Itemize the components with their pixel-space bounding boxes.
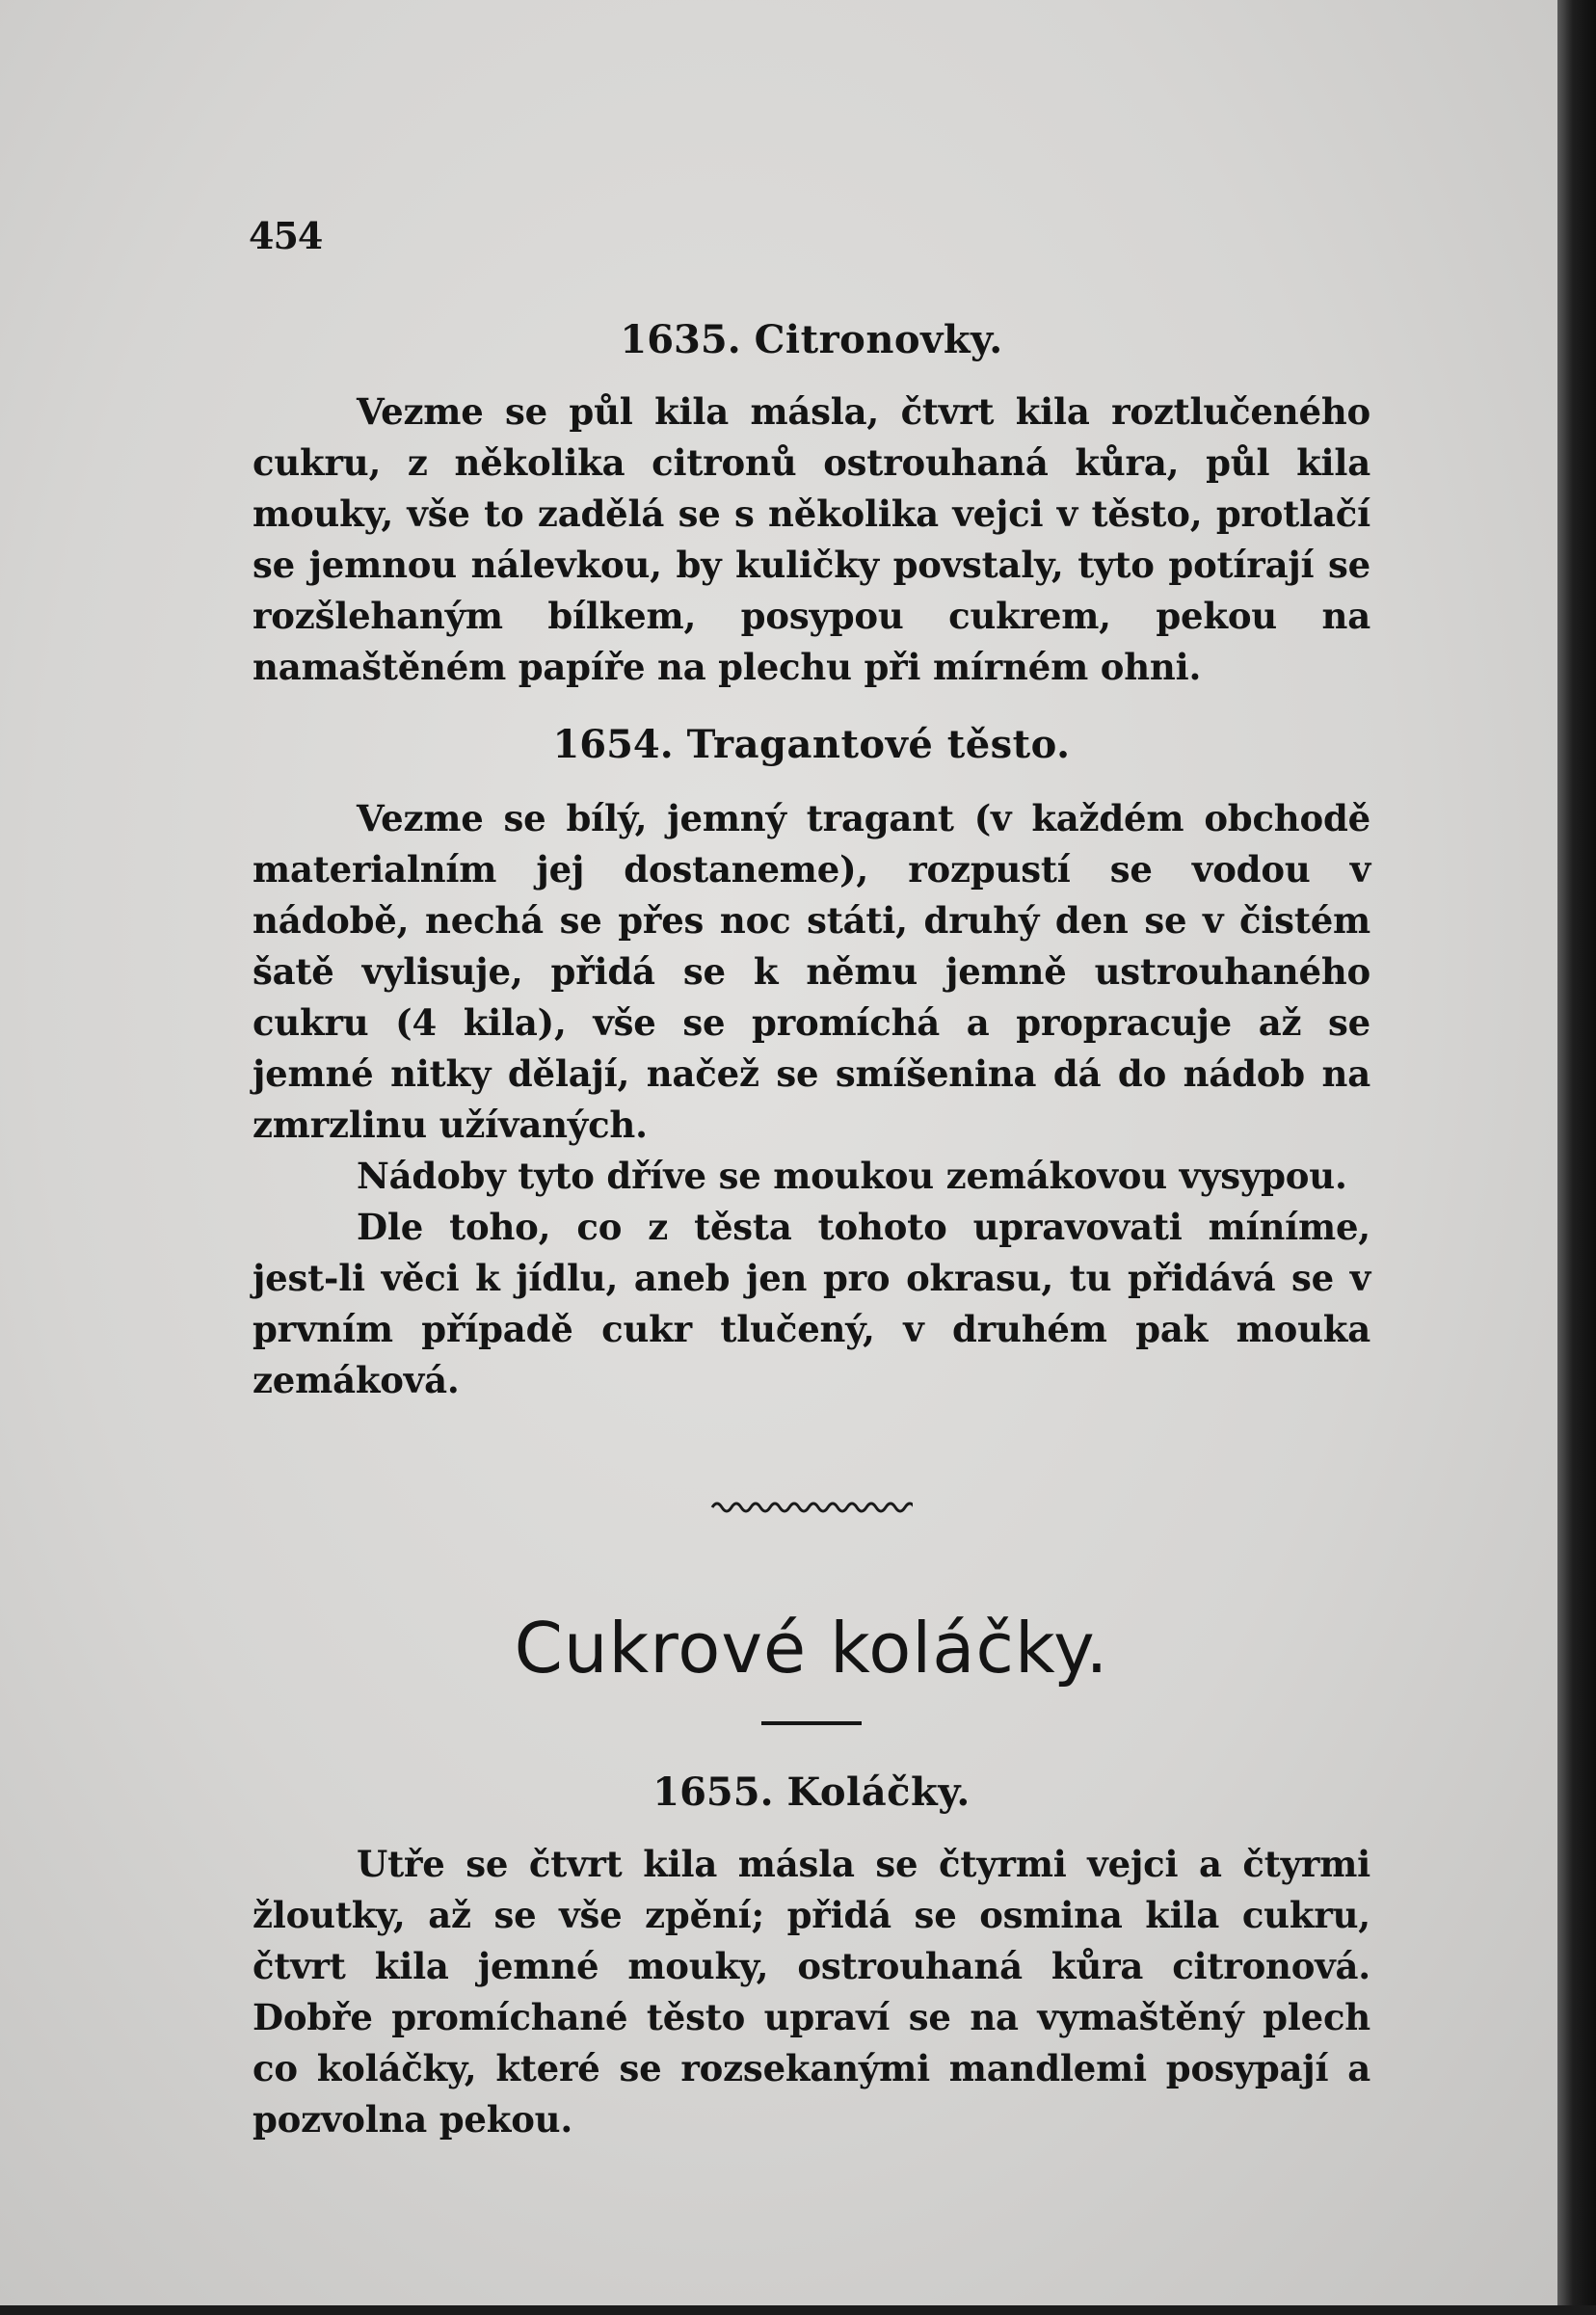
recipe-paragraph: Nádoby tyto dříve se moukou zemákovou vysypou.	[357, 1155, 1347, 1197]
recipe-paragraph: Utře se čtvrt kila másla se čtyrmi vejci a čtyrmi žloutky, až se vše zpění; přidá se osmina kila cukru, čtvrt kila jemné mouky, ostrouhaná kůra citronová. Dobře promíchané těsto upraví se na vymaštěný plech co koláčky, které se rozsekanými mandlemi posypají a pozvolna pekou.	[253, 1843, 1370, 2141]
scan-edge-right	[1557, 0, 1596, 2315]
recipe-heading-1654	[253, 718, 1370, 772]
scan-edge-bottom	[0, 2305, 1596, 2315]
recipe-title: Tragantové těsto.	[686, 722, 1071, 767]
recipe-heading-1635	[253, 313, 1370, 367]
recipe-title: Citronovky.	[754, 317, 1003, 362]
recipe-paragraph: Vezme se bílý, jemný tragant (v každém obchodě materialním jej dostaneme), rozpustí se vodou v nádobě, nechá se přes noc státi, druhý den se v čistém šatě vylisuje, přidá se k němu jemně ustrouhaného cukru (4 kila), vše se promíchá a propracuje až se jemné nitky dělají, načež se smíšenina dá do nádob na zmrzlinu užívaných.	[253, 797, 1370, 1146]
recipe-title: Koláčky.	[786, 1770, 971, 1815]
page-number: 454	[249, 214, 323, 257]
recipe-heading-1655	[253, 1766, 1370, 1820]
wavy-divider-ornament	[710, 1498, 913, 1517]
section-title: Cukrové koláčky.	[514, 1608, 1109, 1689]
recipe-paragraph: Dle toho, co z těsta tohoto upravovati míníme, jest-li věci k jídlu, aneb jen pro okrasu, tu přidává se v prvním případě cukr tlučený, v druhém pak mouka zemáková.	[253, 1206, 1370, 1401]
recipe-number: 1655.	[652, 1770, 774, 1815]
page-content	[253, 313, 1370, 2145]
recipe-number: 1635.	[620, 317, 741, 362]
recipe-number: 1654.	[552, 722, 674, 767]
section-rule	[761, 1721, 862, 1725]
recipe-paragraph: Vezme se půl kila másla, čtvrt kila roztlučeného cukru, z několika citronů ostrouhaná kůra, půl kila mouky, vše to zadělá se s několika vejci v těsto, protlačí se jemnou nálevkou, by kuličky povstaly, tyto potírají se rozšlehaným bílkem, posypou cukrem, pekou na namaštěném papíře na plechu při mírném ohni.	[253, 390, 1370, 688]
